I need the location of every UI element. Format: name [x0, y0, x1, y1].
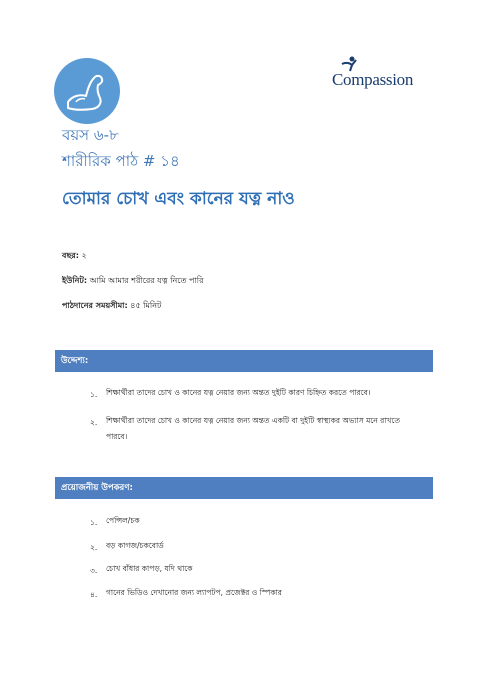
unit-row [62, 275, 203, 288]
material-item: পেন্সিল/চক [106, 516, 140, 525]
material-number: ১. [90, 518, 98, 527]
objective-number: ১. [90, 390, 98, 399]
material-number: ২. [90, 543, 98, 552]
objectives-heading: উদ্দেশ্য: [55, 350, 433, 372]
logo-text: Compassion [332, 70, 414, 89]
material-item: গানের ভিডিও দেখানোর জন্য ল্যাপটপ, প্রজেক্টর ও স্পিকার [106, 588, 282, 597]
flexed-arm-icon [54, 58, 120, 124]
unit-label: ইউনিট: [62, 276, 88, 285]
compassion-logo [332, 56, 432, 96]
material-number: ৩. [90, 566, 98, 575]
age-range: বয়স ৬-৮ [62, 126, 119, 144]
duration-value: ৪৫ মিনিট [130, 301, 162, 310]
material-number: ৪. [90, 590, 98, 599]
material-item: চোখ বাঁধার কাপড়, যদি থাকে [106, 564, 193, 573]
objective-item-line1: শিক্ষার্থীরা তাদের চোখ ও কানের যত্ন নেয়ার জন্য অন্তত একটি বা দুইটি স্বাস্থ্যকর অভ্যাস মনে রাখতে [106, 416, 401, 425]
material-item: বড় কাগজ/চকবোর্ড [106, 541, 164, 550]
year-label: বছর: [62, 251, 79, 260]
duration-label: পাঠদানের সময়সীমা: [62, 301, 128, 310]
objective-number: ২. [90, 418, 98, 427]
page-title: তোমার চোখ এবং কানের যত্ন নাও [62, 189, 295, 209]
objective-item-line2: পারবে। [106, 432, 128, 441]
year-value: ২ [81, 251, 87, 260]
materials-heading: প্রয়োজনীয় উপকরণ: [55, 477, 433, 499]
unit-value: আমি আমার শরীরের যত্ন নিতে পারি [89, 276, 204, 285]
objective-item: শিক্ষার্থীরা তাদের চোখ ও কানের যত্ন নেয়ার জন্য অন্তত দুইটি কারণ চিহ্নিত করতে পারবে। [106, 388, 371, 397]
year-row [62, 250, 87, 263]
duration-row [62, 300, 161, 313]
lesson-number: শারীরিক পাঠ # ১৪ [62, 152, 180, 170]
lesson-badge [54, 58, 120, 124]
